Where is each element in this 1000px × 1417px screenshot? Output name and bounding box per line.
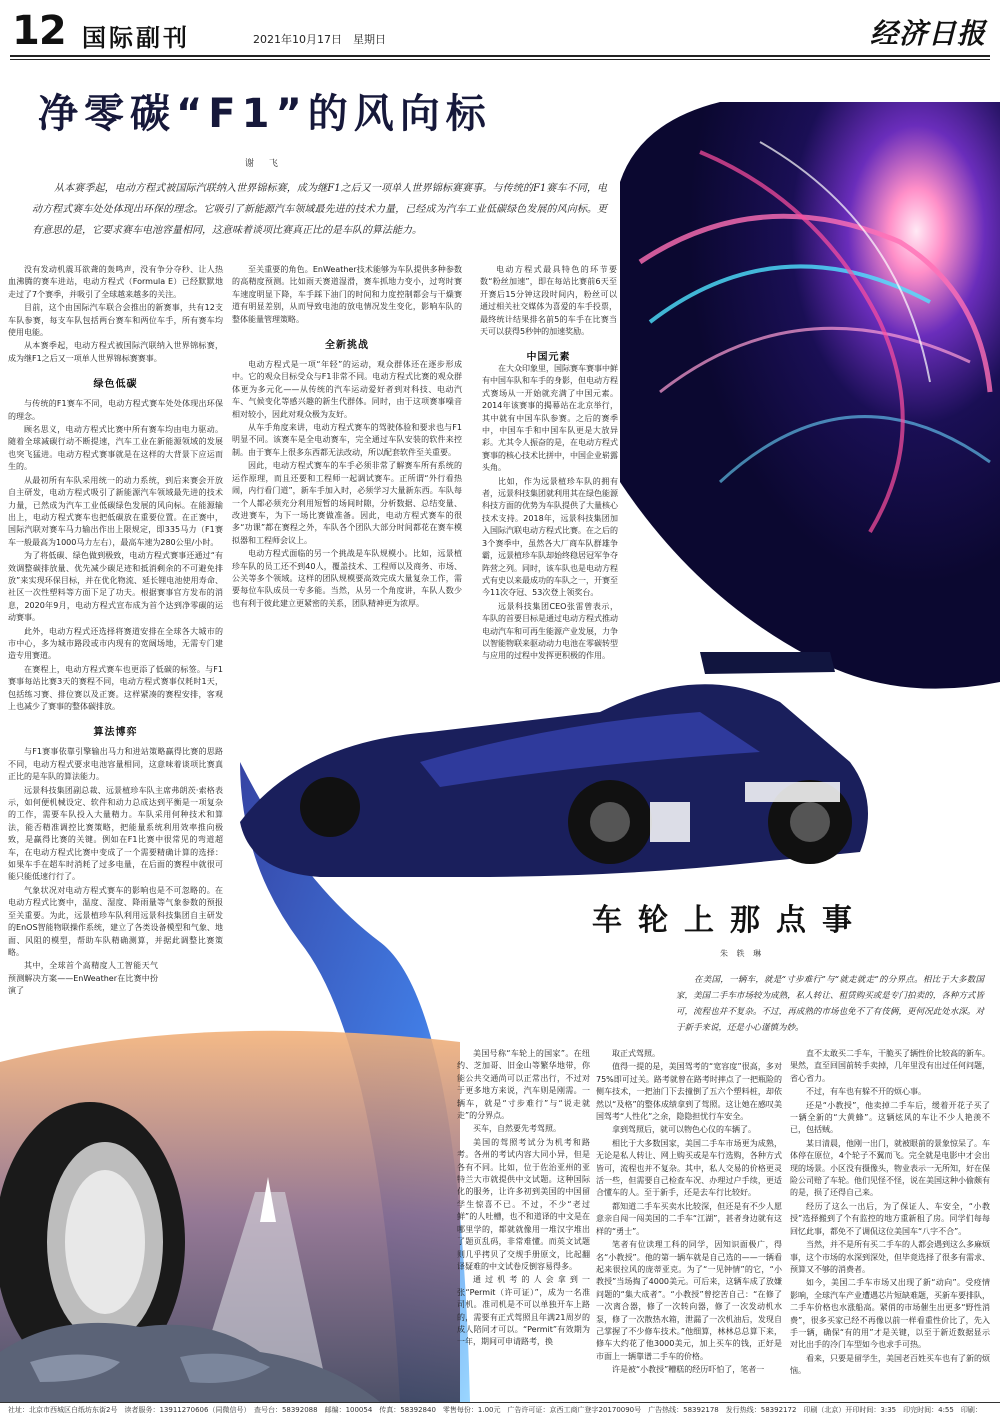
paragraph: 美国的驾照考试分为机考和路考。各州的考试内容大同小异，但是各有不同。比如，位于佐治亚州的亚特兰大市就提供中文试题。这种国际化的服务，让许多初到美国的中国留学生惊喜不已。不过，不少“老过鲜”的人吐槽，也不和道译的中文是在哪里学的，都就就像用一堆汉字堆出了题页乱码，非常难懂。而英文试题则几乎拷贝了交规手册原文，比起翻译疑难的中文试卷反倒容易得多。 bbox=[457, 1137, 590, 1271]
paragraph: 电动方程式面临的另一个挑战是车队规模小。比如，远景植珍车队的员工还不到40人，覆盖技术、工程师以及商务、市场、公关等多个领域。这样的团队规模要高效完成大量复杂工作，需要每位车队成员一专多能。当然，从另一个角度讲，车队人数少也有利于彼此建立更紧密的关系，团队精神更为浓厚。 bbox=[232, 549, 462, 608]
subhead-green-low-carbon: 绿色低碳 bbox=[93, 379, 138, 391]
article2-lead: 在美国，一辆车，就是“寸步难行”与“就走就走”的分界点。相比于大多数国家，美国二手车市场较为成熟，私人转让、租赁购买或是专门拍卖的，各种方式皆可，流程也并不复杂。不过，再成熟的市场也免不了有伎俩，更何况此处水深。对于新手来说，还是小心谨慎为妙。 bbox=[676, 975, 984, 1033]
footer-imprint: 社址：北京市西城区白纸坊东街2号 读者服务：13911270606（同微信号） 查号台：58392088 邮编：100054 传真：58392840 零售每份：1.00元 广告许可证：京西工商广登字20170090号 广告热线：58392178 发行热线：58392172 印刷（北京）开印时间：3:35 印完时间：4:55 印刷： bbox=[0, 1402, 1000, 1417]
paragraph: 至关重要的角色。EnWeather技术能够为车队提供多种参数的高精度预测。比如雨天赛道湿滑，赛车抓地力变小，过弯时赛车速度明显下降，车手踩下油门的时间和力度控制都会与干燥赛道有明显差别，从而导致电池的放电情况发生变化，影响车队的整体能量管理策略。 bbox=[232, 265, 462, 324]
article1-byline: 谢 飞 bbox=[245, 159, 284, 169]
paragraph: 其中，全球首个高精度人工智能天气预测解决方案——EnWeather在比赛中扮演了 bbox=[8, 961, 158, 996]
masthead bbox=[0, 0, 1000, 62]
paragraph: 通过机考的人会拿到一张“Permit（许可证）”，成为一名准司机。准司机是不可以单独开车上路的，需要有正式驾照且年满21周岁的成人陪同才可以。“Permit”有效期为一年，期间可申请路考，换 bbox=[457, 1275, 590, 1347]
subhead-new-challenges: 全新挑战 bbox=[325, 340, 369, 352]
galaxy-swirl bbox=[620, 102, 1000, 689]
paragraph: 当然，并不是所有买二手车的人都会遇到这么多麻烦事，这个市场的水深到深处，但毕竟选择了很多有需求、预算又不够的消费者。 bbox=[790, 1240, 990, 1274]
article1-column-3 bbox=[480, 264, 617, 371]
paragraph: 从本赛季起，电动方程式被国际汽联纳入世界锦标赛，成为继F1之后又一项单人世界锦标赛赛事。 bbox=[8, 341, 223, 363]
paragraph: 没有发动机震耳欲聋的轰鸣声，没有争分夺秒、让人热血沸腾的赛车进站，电动方程式（Formula E）已经默默地走过了7个赛季，并吸引了全球越来越多的关注。 bbox=[8, 265, 223, 299]
paragraph: 在大众印象里，国际赛车赛事中鲜有中国车队和车手的身影，但电动方程式赛场从一开始就充满了中国元素。2014年该赛事的揭幕站在北京举行，其中就有中国车队参赛。之后的赛季中，中国车手和中国车队更是大放异彩。尤其令人振奋的是，在电动方程式赛事的核心技术比拼中，中国企业崭露头角。 bbox=[482, 364, 618, 473]
paragraph: 拿到驾照后，就可以物色心仪的车辆了。 bbox=[612, 1125, 756, 1135]
paragraph: 相比于大多数国家，美国二手车市场更为成熟，无论是私人转让、网上购买或是车行选购，各种方式皆可，流程也并不复杂。其中，私人交易的价格更灵活一些，但需要自己检查车况、办理过户手续，更适合懂车的人。至于新手，还是去车行比较好。 bbox=[596, 1138, 782, 1198]
section-title: 国际副刊 bbox=[82, 23, 190, 52]
paragraph: 笔者有位读理工科的同学，因知识面极广，得名“小教授”。他的第一辆车就是自己选的——一辆看起来很拉风的庞蒂亚克。为了“一见钟情”的它，“小教授”当场掏了4000美元。可后来，这辆车成了放嫌问题的“集大成者”。“小教授”曾挖苦自己：“在修了一次离合器，修了一次转向器，修了一次发动机水泵，修了一次散热水箱，泄漏了一次机油后，发现自己掌握了不少修车技术。”他细算，林林总总算下来，修车大约花了他3000美元，加上买车的钱，正好是市面上一辆靠谱二手车的价格。 bbox=[596, 1240, 782, 1361]
masthead-rule-thin bbox=[10, 59, 990, 60]
paragraph: 直不太敢买二手车，干脆买了辆性价比较高的新车。果然，直至回国前转手卖掉，几年里没有出过任何问题，省心省力。 bbox=[790, 1049, 990, 1083]
race-car bbox=[240, 652, 868, 877]
article1-column-4 bbox=[482, 363, 618, 664]
newspaper-logo: 经济日报 bbox=[869, 17, 986, 50]
paragraph: 此外，电动方程式还选择将赛道安排在全球各大城市的市中心，多为城市路段或市内现有的宽阔场地，无需专门建造专用赛道。 bbox=[8, 626, 223, 661]
paragraph: 为了将低碳、绿色做到极致，电动方程式赛事还通过“有效调整碳排放量、优先减少碳足迹和抵消剩余的不可避免排放”来实现环保目标，并在优化物流、延长锂电池使用寿命、社区一次性塑料等方面下足了功夫。根据赛事官方发布的消息，2020年9月，电动方程式宣布成为首个达到净零碳的运动赛事。 bbox=[8, 551, 223, 623]
paragraph: 远景科技集团CEO张雷曾表示，车队的首要目标是通过电动方程式推动电动汽车和可再生能源产业发展，力争以智能物联来驱动动力电池在零碳转型与应用的过程中发挥更积极的作用。 bbox=[482, 601, 618, 661]
paragraph: 都知道二手车买卖水比较深，但还是有不少人愿意亲自闯一闯美国的二手车“江湖”，甚者身边就有这样的“勇士”。 bbox=[596, 1201, 782, 1236]
paragraph: 不过，有车也有躲不开的烦心事。 bbox=[806, 1087, 926, 1097]
paragraph: 在赛程上，电动方程式赛车也更添了低碳的标签。与F1赛事每站比赛3天的赛程不同，电动方程式赛事仅耗时1天，包括练习赛、排位赛以及正赛。这样紧凑的赛程安排，客观上也减少了赛事的整体碳排放。 bbox=[8, 664, 223, 711]
paragraph: 买车，自然要先考驾照。 bbox=[473, 1124, 561, 1134]
masthead-rule bbox=[10, 55, 990, 57]
article2-column-3 bbox=[790, 1048, 990, 1379]
paragraph: 如今，美国二手车市场又出现了新“动向”。受疫情影响，全球汽车产业遭遇芯片短缺难题，买新车要排队，二手车价格也水涨船高。紧俏的市场催生出更多“野性消费”，很多买家已经不再像以前一样看重性价比了，先入手一辆，确保“有的用”才是关键，以至于新近数据显示对比出手的冷门车型如今也求手可热。 bbox=[790, 1278, 990, 1350]
paragraph: 值得一提的是，美国驾考的“宽容度”很高，多对75%即可过关。路考就曾在路考时摔点了一把瓶险的侧车技术，一把油门下去撞倒了五六个塑料桩，却依然以“及格”的整体成绩拿到了驾照。这让她在感叹美国驾考“人性化”之余，隐隐担忧行车安全。 bbox=[596, 1062, 782, 1122]
article2-byline: 朱 轶 琳 bbox=[720, 949, 765, 958]
issue-date: 2021年10月17日 星期日 bbox=[253, 33, 386, 46]
subhead-algorithm: 算法博弈 bbox=[93, 727, 138, 739]
paragraph: 经历了这么一出后，为了保证人、车安全，“小教授”选择搬到了个有监控的地方重新租了房。同学们每每回忆此事，都免不了调侃这位美国车“八字不合”。 bbox=[790, 1201, 990, 1236]
article1-column-2 bbox=[232, 264, 462, 611]
paragraph: 气象状况对电动方程式赛车的影响也是不可忽略的。在电动方程式比赛中，温度、湿度、降雨量等气象参数的预报至关重要。为此，远景植珍车队利用远景科技集团自主研发的EnOS智能物联操作系统，建立了各类设备模型和气象、地面、风阻的模型，帮助车队精确测算，并据此调整比赛策略。 bbox=[8, 885, 223, 957]
paragraph: 还是“小教授”，他卖掉二手车后，缓着开花子买了一辆全新的“大黄蜂”。这辆炫风的车让不少人艳羡不已，包括贼。 bbox=[790, 1100, 990, 1135]
paragraph: 远景科技集团副总裁、远景植珍车队主席弗朗茨·索格表示，如何便机械设定、软件和动力总成达到平衡是一项复杂的工作，需要车队投入大量精力。车队采用何种技术和算法，能否精准调控比赛策略，把能量系统利用效率推向极致，是赢得比赛的关键。例如在F1比赛中很常见的弯道超车，在电动方程式比赛中变成了一个需要精确计算的选择：如果车手在超车时消耗了过多电量，在后面的赛程中就很可能只能低速行行了。 bbox=[8, 785, 223, 882]
paragraph: 从最初所有车队采用统一的动力系统，到后来赛会开放自主研发，电动方程式吸引了新能源汽车领域最先进的技术力量，已然成为汽车工业低碳绿色发展的风向标。在能源输出上，电动方程式赛车也把低碳放在重要位置。在正赛中，国际汽联对赛车马力输出作出上限规定，即335马力（F1赛车一般最高为1000马力左右），最高车速为280公里/小时。 bbox=[8, 475, 223, 547]
article2-headline: 车轮上那点事 bbox=[592, 903, 868, 938]
paragraph: 顾名思义，电动方程式比赛中所有赛车均由电力驱动。随着全球减碳行动不断提速，汽车工业在新能源领域的发展也突飞猛进。电动方程式赛事就是在这样的大背景下应运而生的。 bbox=[8, 425, 223, 472]
article1-headline: 净零碳“F1”的风向标 bbox=[38, 91, 492, 137]
paragraph: 因此，电动方程式赛车的车手必须非常了解赛车所有系统的运作原理，而且还要和工程师一起调试赛车。正所谓“外行看热闹，内行看门道”，新车手加入时，必须学习大量新东西。车队每一个人都必须充分利用短暂的场间时隙，分析数据、总结变量、改进赛车，为下一场比赛做准备。因此，电动方程式赛车的很多“功课”都在赛程之外，车队各个团队大部分时间都花在赛车模拟器和工程师会议上。 bbox=[232, 461, 462, 545]
paragraph: 电动方程式最具特色的环节要数“粉丝加速”，即在每站比赛前6天至开赛后15分钟这段时间内，粉丝可以通过相关社交媒体为喜爱的车手投票，最终统计结果排名前5的车手在比赛当天可以获得5秒钟的加速奖励。 bbox=[480, 265, 617, 337]
paragraph: 看来，只要是留学生，美国老百姓买车也有了新的烦恼。 bbox=[790, 1353, 990, 1376]
paragraph: 目前，这个由国际汽车联合会推出的新赛事，共有12支车队参赛，每支车队包括两台赛车和两位车手，所有赛车均使用电能。 bbox=[8, 303, 223, 338]
paragraph: 与传统的F1赛车不同，电动方程式赛车处处体现出环保的理念。 bbox=[8, 399, 223, 421]
paragraph: 从车手角度来讲，电动方程式赛车的驾驶体验和要求也与F1明显不同。该赛车是全电动赛车，完全通过车队安装的软件来控制。由于赛车上很多东西都无法改动，所以配套软件至关重要。 bbox=[232, 423, 462, 457]
paragraph: 某日清晨，他刚一出门，就被眼前的景象惊呆了。车体停在原位，4个轮子不翼而飞。完全就是电影中才会出现的场景。小区没有摄像头，物业表示一无所知，好在保险公司赔了车轮。他们见怪不怪，说在美国这种小偷颇有的是，损了还得自己来。 bbox=[790, 1138, 990, 1198]
article1-column-1 bbox=[8, 264, 223, 999]
article1-lead: 从本赛季起，电动方程式被国际汽联纳入世界锦标赛，成为继F1之后又一项单人世界锦标赛赛事。与传统的F1赛车不同，电动方程式赛车处处体现出环保的理念。它吸引了新能源汽车领域最先进的技术力量，已经成为汽车工业低碳绿色发展的风向标。更有意思的是，它要求赛车电池容量相同，这意味着谈项比赛真正比的是车队的算法能力。 bbox=[32, 183, 607, 236]
paragraph: 许是被“小教授”糟糕的经历吓怕了，笔者一 bbox=[612, 1365, 765, 1375]
paragraph: 比如，作为远景植珍车队的拥有者，远景科技集团就利用其在绿色能源科技方面的优势为车队提供了大量核心技术支持。2018年，远景科技集团加入国际汽联电动方程式比赛。在之后的3个赛季中，虽然各大厂商车队群雄争霸，远景植珍车队却始终稳居冠军争夺阵营之列。同时，该车队也是电动方程式有史以来最成功的车队之一，开赛至今11次夺冠、53次登上领奖台。 bbox=[482, 476, 618, 598]
paragraph: 取正式驾照。 bbox=[612, 1049, 660, 1058]
article2-column-2 bbox=[596, 1048, 782, 1378]
subhead-china-elements: 中国元素 bbox=[526, 352, 571, 364]
paragraph: 与F1赛事依靠引擎输出马力和进站策略赢得比赛的思路不同，电动方程式要求电池容量相同，这意味着谈项比赛真正比的是车队的算法能力。 bbox=[8, 747, 223, 782]
paragraph: 美国号称“车轮上的国家”。在纽约、芝加哥、旧金山等繁华地带，你能公共交通尚可以正常出行，不过对于更多地方来说，汽车则是刚需。一辆车，就是“寸步难行”与“说走就走”的分界点。 bbox=[457, 1049, 590, 1121]
article2-column-1 bbox=[457, 1048, 590, 1350]
paragraph: 电动方程式是一项“年轻”的运动，观众群体还在逐步形成中。它的观众目标受众与F1非常不同。电动方程式比赛的观众群体更为多元化——从传统的汽车运动爱好者到对科技、电动汽车、气候变化等感兴趣的新生代群体。同时，由于这项赛事噪音相对较小，因此对观众极为友好。 bbox=[232, 360, 462, 419]
page-number: 12 bbox=[12, 8, 66, 54]
